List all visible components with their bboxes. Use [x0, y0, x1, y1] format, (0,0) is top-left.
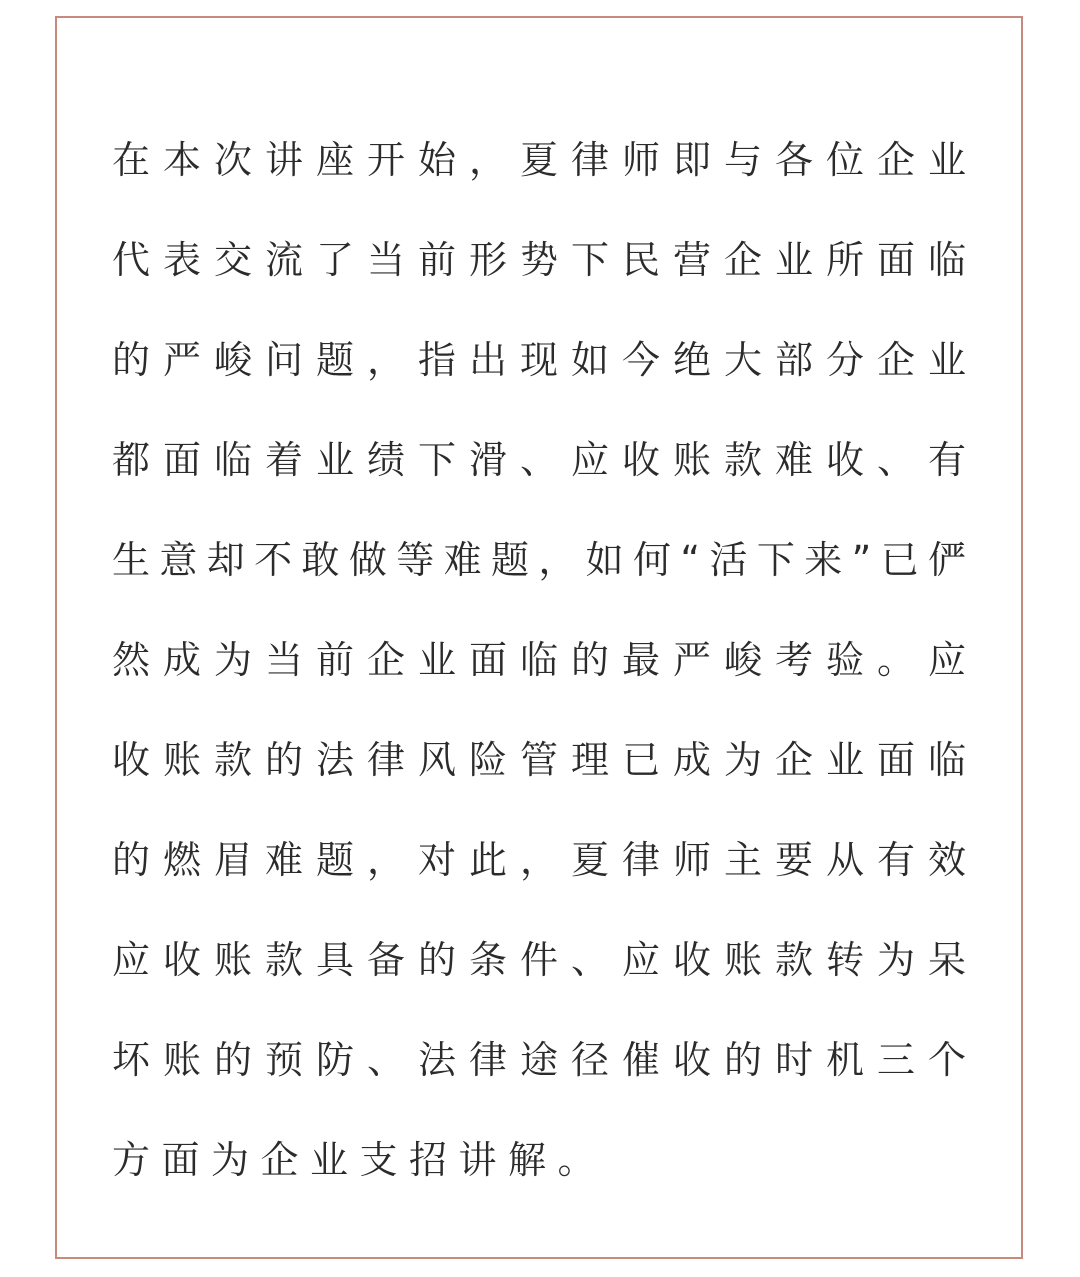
paragraph-line: 的燃眉难题，对此，夏律师主要从有效 [112, 838, 968, 882]
article-body [112, 128, 968, 1228]
paragraph-line: 的严峻问题，指出现如今绝大部分企业 [112, 338, 968, 382]
paragraph-line: 在本次讲座开始，夏律师即与各位企业 [112, 138, 968, 182]
paragraph-line: 然成为当前企业面临的最严峻考验。应 [112, 638, 968, 682]
paragraph-line: 方面为企业支招讲解。 [112, 1138, 608, 1182]
paragraph-line: 应收账款具备的条件、应收账款转为呆 [112, 938, 968, 982]
paragraph-line: 收账款的法律风险管理已成为企业面临 [112, 738, 968, 782]
paragraph-line: 坏账的预防、法律途径催收的时机三个 [112, 1038, 968, 1082]
paragraph-line: 代表交流了当前形势下民营企业所面临 [112, 238, 968, 282]
paragraph-line: 都面临着业绩下滑、应收账款难收、有 [112, 438, 968, 482]
paragraph-line: 生意却不敢做等难题，如何“活下来”已俨 [112, 538, 968, 582]
